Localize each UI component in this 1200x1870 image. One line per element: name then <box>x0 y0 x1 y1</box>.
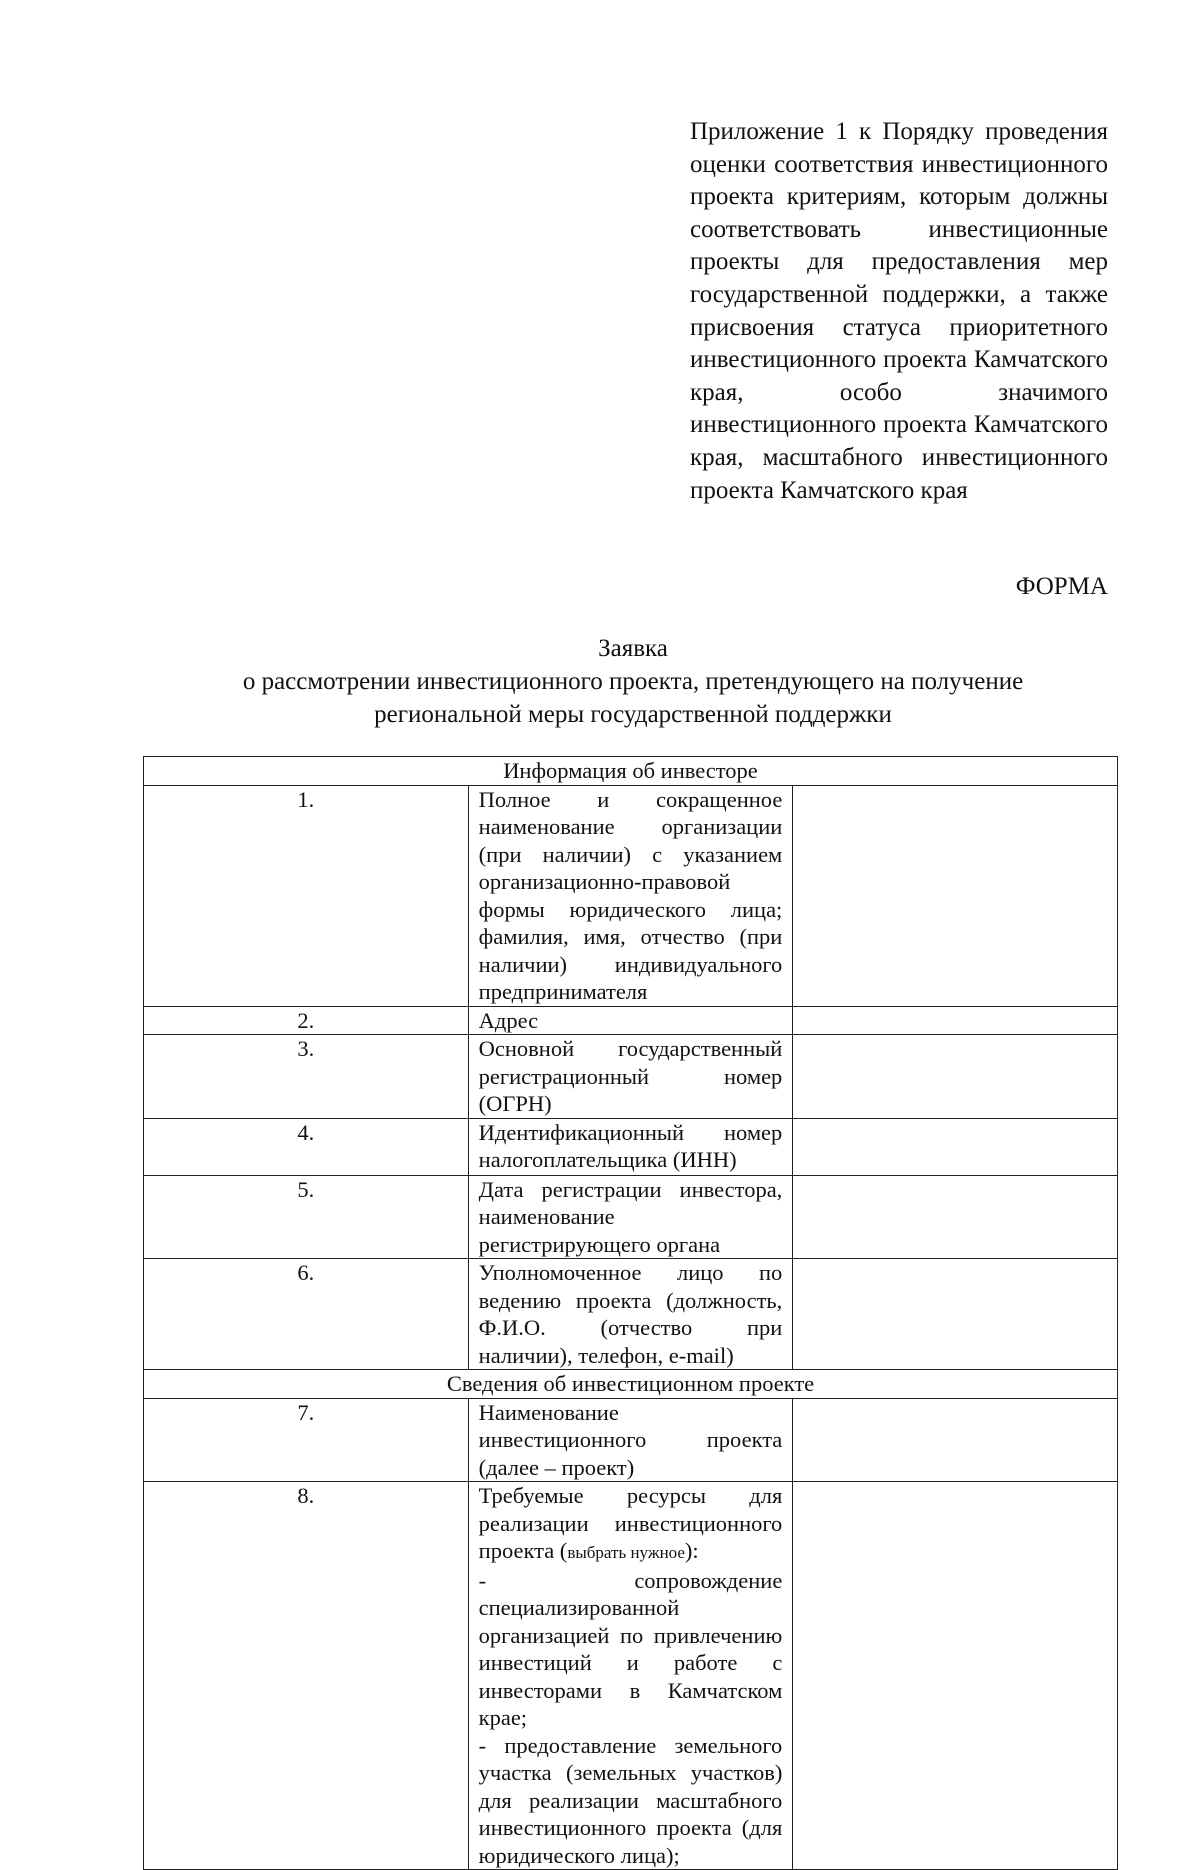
title-line-3: региональной меры государственной поддержки <box>374 701 892 728</box>
row-label-inn: Идентификационный номер налогоплательщика (ИНН) <box>468 1118 793 1175</box>
section-project-info: Сведения об инвестиционном проекте <box>144 1370 1118 1399</box>
row-number: 5. <box>144 1175 469 1259</box>
row-value-registration-date[interactable] <box>793 1175 1118 1259</box>
appendix-header: Приложение 1 к Порядку проведения оценки соответствия инвестиционного проекта критериям, которым должны соответствовать инвестиционные проекты для предоставления мер государственной поддержки, а также присвоения статуса приоритетного инвестиционного проекта Камчатского края, особо значимого инвестиционного проекта Камчатского края, масштабного инвестиционного проекта Камчатского края <box>690 118 1108 504</box>
row-value-authorized-person[interactable] <box>793 1259 1118 1370</box>
document-title <box>143 632 1123 731</box>
row-value-required-resources[interactable] <box>793 1482 1118 1870</box>
resource-option-support: - сопровождение специализированной организацией по привлечению инвестиций и работе с инвесторами в Камчатском крае; <box>478 1567 783 1730</box>
row-number: 1. <box>144 785 469 1006</box>
title-line-2: о рассмотрении инвестиционного проекта, претендующего на получение <box>242 668 1024 695</box>
row-label-address: Адрес <box>468 1006 793 1035</box>
row-number: 8. <box>144 1482 469 1870</box>
row-label-authorized-person: Уполномоченное лицо по ведению проекта (должность, Ф.И.О. (отчество при наличии), телефон, e-mail) <box>468 1259 793 1370</box>
row-number: 6. <box>144 1259 469 1370</box>
row-number: 4. <box>144 1118 469 1175</box>
section-investor-info: Информация об инвесторе <box>144 757 1118 786</box>
row-value-inn[interactable] <box>793 1118 1118 1175</box>
row-label-full-name: Полное и сокращенное наименование организации (при наличии) с указанием организационно-правовой формы юридического лица; фамилия, имя, отчество (при наличии) индивидуального предпринимателя <box>468 785 793 1006</box>
application-table <box>143 756 1118 1870</box>
row-value-full-name[interactable] <box>793 785 1118 1006</box>
row-label-project-name: Наименование инвестиционного проекта (далее – проект) <box>468 1398 793 1482</box>
row-value-ogrn[interactable] <box>793 1035 1118 1119</box>
row-label-ogrn: Основной государственный регистрационный номер (ОГРН) <box>468 1035 793 1119</box>
resources-note: выбрать нужное <box>567 1543 685 1562</box>
row-number: 2. <box>144 1006 469 1035</box>
form-label: ФОРМА <box>1015 573 1108 600</box>
resource-option-land: - предоставление земельного участка (земельных участков) для реализации масштабного инвестиционного проекта (для юридического лица); <box>478 1732 783 1868</box>
row-label-registration-date: Дата регистрации инвестора, наименование регистрирующего органа <box>468 1175 793 1259</box>
row-value-project-name[interactable] <box>793 1398 1118 1482</box>
title-line-1: Заявка <box>598 635 668 662</box>
row-number: 7. <box>144 1398 469 1482</box>
row-number: 3. <box>144 1035 469 1119</box>
row-value-address[interactable] <box>793 1006 1118 1035</box>
row-label-required-resources <box>468 1482 793 1870</box>
resources-intro-end: ): <box>684 1538 699 1563</box>
resources-intro: Требуемые ресурсы для реализации инвестиционного проекта ( <box>478 1483 783 1563</box>
